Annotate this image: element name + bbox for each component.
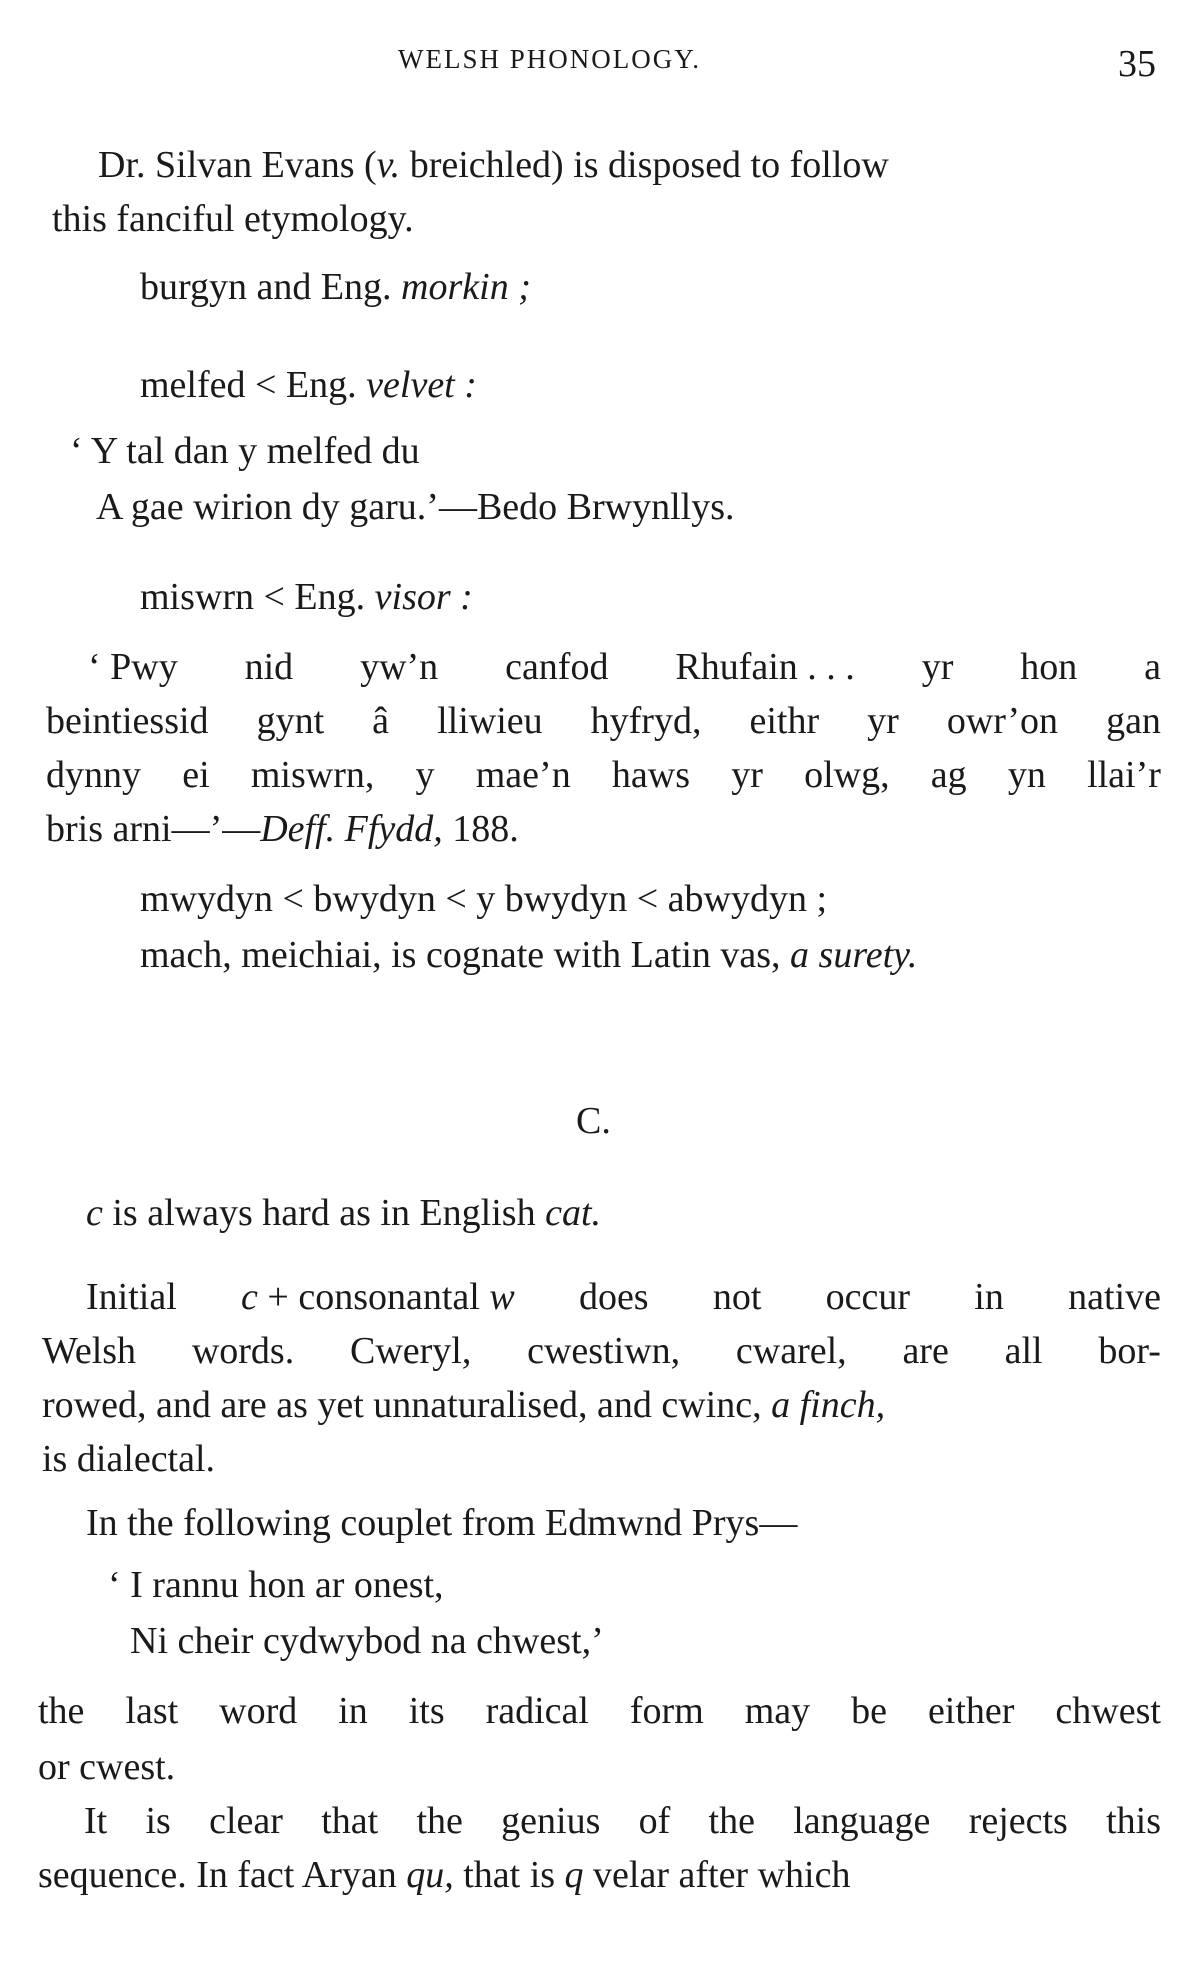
italic-text: q bbox=[564, 1854, 584, 1896]
italic-text: visor : bbox=[374, 576, 473, 618]
word: beintiessid bbox=[46, 700, 209, 742]
example-line bbox=[140, 362, 477, 408]
word: this bbox=[1106, 1800, 1161, 1842]
verse-line: ‘ I rannu hon ar onest, bbox=[108, 1564, 444, 1606]
example-line bbox=[140, 932, 917, 978]
word: ‘ Pwy bbox=[88, 646, 178, 688]
word: does bbox=[578, 1276, 649, 1318]
example-line bbox=[140, 264, 531, 310]
word: in bbox=[974, 1276, 1004, 1318]
italic-text: velvet : bbox=[366, 364, 477, 406]
text: 188. bbox=[442, 808, 519, 850]
word: mae’n bbox=[475, 754, 571, 796]
word: in bbox=[338, 1690, 368, 1732]
verse-line: Ni cheir cydwybod na chwest,’ bbox=[130, 1620, 604, 1662]
word: last bbox=[125, 1690, 179, 1732]
word: Rhufain . . . bbox=[675, 646, 855, 688]
word: canfod bbox=[505, 646, 609, 688]
text: melfed < Eng. bbox=[140, 364, 367, 406]
word: occur bbox=[825, 1276, 911, 1318]
quote-line bbox=[46, 806, 519, 852]
text: bris arni—’— bbox=[46, 808, 261, 850]
word: llai’r bbox=[1087, 754, 1161, 796]
word: eithr bbox=[749, 700, 820, 742]
text: burgyn and Eng. bbox=[140, 266, 402, 308]
quote-line bbox=[46, 752, 1161, 798]
text: sequence. In fact Aryan bbox=[38, 1854, 407, 1896]
example-line: mwydyn < bwydyn < y bwydyn < abwydyn ; bbox=[140, 878, 828, 920]
verse-line: A gae wirion dy garu.’—Bedo Brwynllys. bbox=[96, 486, 735, 528]
para-line bbox=[42, 1328, 1161, 1374]
text: that is bbox=[453, 1854, 565, 1896]
example-line bbox=[140, 574, 473, 620]
word: y bbox=[415, 754, 435, 796]
text: Dr. Silvan Evans ( bbox=[98, 144, 377, 186]
italic-text: a surety. bbox=[790, 934, 918, 976]
word: not bbox=[712, 1276, 762, 1318]
word: owr’on bbox=[946, 700, 1059, 742]
word: miswrn, bbox=[250, 754, 375, 796]
word: a bbox=[1144, 646, 1161, 688]
page-number: 35 bbox=[1118, 43, 1156, 85]
word: yw’n bbox=[360, 646, 439, 688]
text: miswrn < Eng. bbox=[140, 576, 375, 618]
para-line: In the following couplet from Edmwnd Prys— bbox=[86, 1502, 798, 1544]
word: nid bbox=[244, 646, 294, 688]
word: yr bbox=[731, 754, 763, 796]
word: chwest bbox=[1055, 1690, 1161, 1732]
italic-text: Deff. Ffydd, bbox=[260, 808, 443, 850]
word: be bbox=[851, 1690, 887, 1732]
para-line bbox=[38, 1852, 850, 1898]
word: radical bbox=[485, 1690, 589, 1732]
word: yr bbox=[921, 646, 954, 688]
word: clear bbox=[209, 1800, 283, 1842]
word: cwarel, bbox=[735, 1330, 847, 1372]
word: is bbox=[145, 1800, 171, 1842]
word: word bbox=[219, 1690, 298, 1732]
word: cwestiwn, bbox=[527, 1330, 681, 1372]
verse-line: ‘ Y tal dan y melfed du bbox=[70, 430, 420, 472]
word: ei bbox=[182, 754, 210, 796]
para-line: or cwest. bbox=[38, 1746, 176, 1788]
text: rowed, and are as yet unnaturalised, and cwinc, bbox=[42, 1384, 772, 1426]
word: language bbox=[793, 1800, 931, 1842]
text: is always hard as in English bbox=[102, 1192, 546, 1234]
italic-text: v. bbox=[376, 144, 401, 186]
word: are bbox=[902, 1330, 949, 1372]
word: gynt bbox=[256, 700, 325, 742]
word: either bbox=[927, 1690, 1015, 1732]
para-line bbox=[86, 1274, 1161, 1320]
para-line bbox=[42, 1382, 885, 1428]
word: genius bbox=[501, 1800, 601, 1842]
para-line bbox=[38, 1688, 1161, 1734]
para-line: this fanciful etymology. bbox=[52, 198, 414, 240]
italic-text: cat. bbox=[545, 1192, 602, 1234]
word: form bbox=[629, 1690, 704, 1732]
section-heading: C. bbox=[576, 1100, 611, 1142]
word: may bbox=[744, 1690, 811, 1732]
word: bor- bbox=[1098, 1330, 1161, 1372]
word: dynny bbox=[46, 754, 141, 796]
word: words. bbox=[191, 1330, 295, 1372]
word: the bbox=[38, 1690, 85, 1732]
word: hon bbox=[1020, 646, 1078, 688]
text: breichled) is disposed to follow bbox=[400, 144, 889, 186]
word: â bbox=[372, 700, 390, 742]
text: velar after which bbox=[583, 1854, 851, 1896]
phrase: c + consonantal w bbox=[241, 1276, 515, 1318]
word: the bbox=[416, 1800, 463, 1842]
word: yr bbox=[867, 700, 899, 742]
italic-text: morkin ; bbox=[401, 266, 531, 308]
word: olwg, bbox=[804, 754, 890, 796]
para-line bbox=[98, 142, 889, 188]
word: that bbox=[321, 1800, 379, 1842]
word: ag bbox=[930, 754, 967, 796]
word: yn bbox=[1007, 754, 1046, 796]
italic-text: qu, bbox=[406, 1854, 454, 1896]
word: all bbox=[1004, 1330, 1043, 1372]
word: It bbox=[84, 1800, 108, 1842]
word: its bbox=[408, 1690, 445, 1732]
quote-line bbox=[46, 698, 1161, 744]
word: Cweryl, bbox=[349, 1330, 472, 1372]
italic-text: c bbox=[86, 1192, 103, 1234]
word: lliwieu bbox=[437, 700, 543, 742]
word: rejects bbox=[968, 1800, 1068, 1842]
quote-line bbox=[88, 644, 1161, 690]
word: gan bbox=[1106, 700, 1161, 742]
word: hyfryd, bbox=[590, 700, 702, 742]
para-line: is dialectal. bbox=[42, 1438, 216, 1480]
word: native bbox=[1068, 1276, 1161, 1318]
word: Initial bbox=[86, 1276, 177, 1318]
para-line bbox=[86, 1190, 601, 1236]
text: mach, meichiai, is cognate with Latin vas, bbox=[140, 934, 791, 976]
word: of bbox=[638, 1800, 671, 1842]
word: Welsh bbox=[42, 1330, 137, 1372]
italic-text: a finch, bbox=[771, 1384, 886, 1426]
word: the bbox=[708, 1800, 755, 1842]
para-line bbox=[84, 1798, 1161, 1844]
running-title: WELSH PHONOLOGY. bbox=[398, 44, 702, 74]
word: haws bbox=[611, 754, 691, 796]
